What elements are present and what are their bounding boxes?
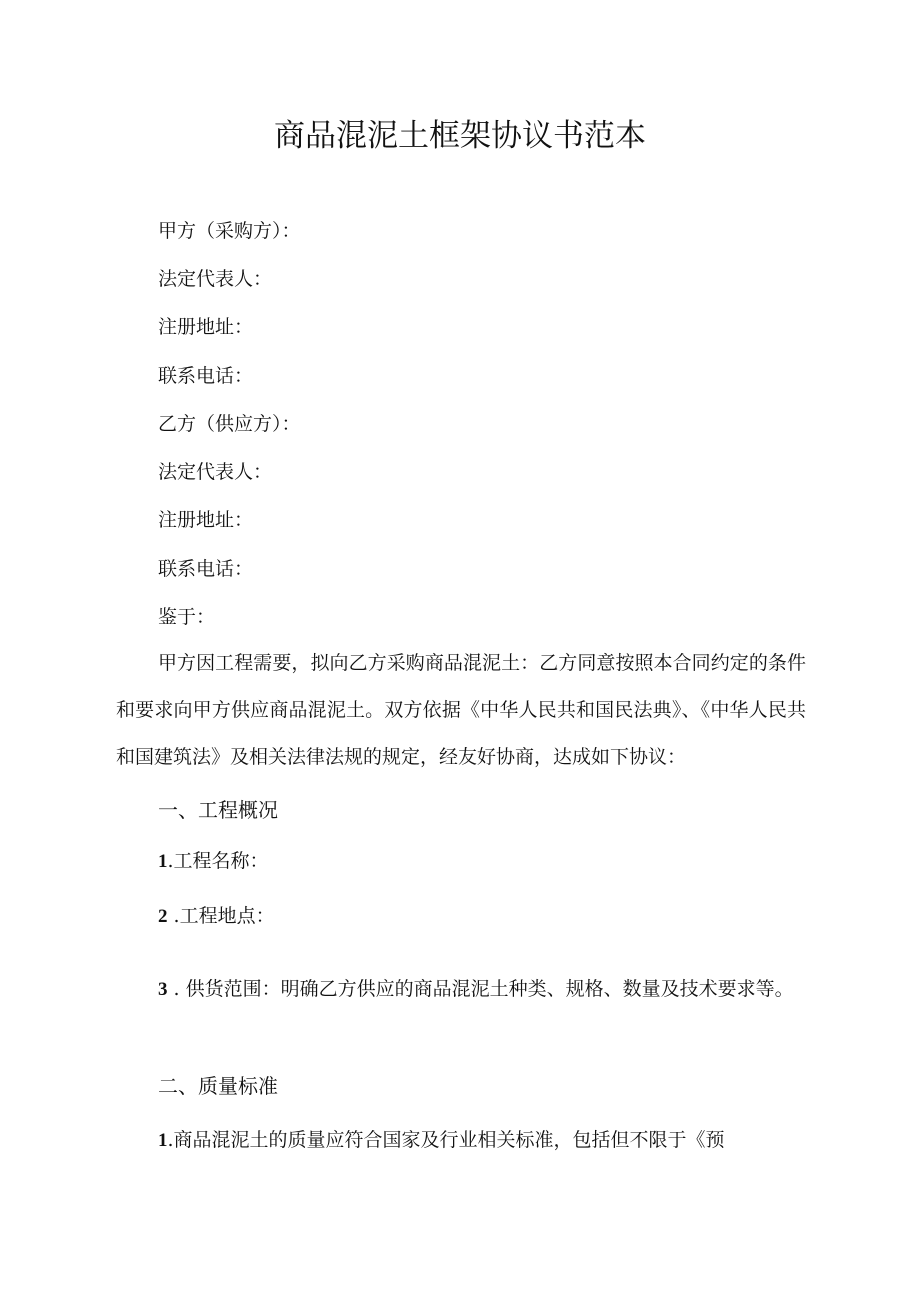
item-text: . 供货范围：明确乙方供应的商品混泥土种类、规格、数量及技术要求等。 [167,978,794,1000]
item-text: .工程名称： [167,850,269,872]
item-number: 1 [158,851,168,872]
section-1-heading: 一、工程概况 [158,798,278,822]
item-text: .工程地点： [167,905,275,927]
whereas-label: 鉴于： [158,606,216,628]
party-b-address: 注册地址： [158,509,254,531]
section-2-heading: 二、质量标准 [158,1074,278,1098]
party-a-label: 甲方（采购方）： [158,220,301,242]
party-a-legal-rep: 法定代表人： [158,268,273,290]
party-a-address: 注册地址： [158,316,254,338]
party-b-legal-rep: 法定代表人： [158,461,273,483]
party-b-phone: 联系电话： [158,558,254,580]
item-number: 1 [158,1130,168,1151]
party-a-phone: 联系电话： [158,365,254,387]
section-1-item-1 [158,847,269,876]
document-title: 商品混泥土框架协议书范本 [274,118,646,154]
item-text: .商品混泥土的质量应符合国家及行业相关标准，包括但不限于《预 [167,1129,725,1151]
item-number: 2 [158,906,168,927]
intro-paragraph: 甲方因工程需要，拟向乙方采购商品混泥土：乙方同意按照本合同约定的条件和要求向甲方供应商品混泥土。双方依据《中华人民共和国民法典》、《中华人民共和国建筑法》及相关法律法规的规定，经友好协商，达成如下协议： [116,652,806,768]
section-1-item-3 [116,966,806,1013]
section-2-item-1 [158,1126,725,1155]
item-number: 3 [158,979,168,1000]
section-1-item-2 [158,902,275,931]
party-b-label: 乙方（供应方）： [158,413,301,435]
